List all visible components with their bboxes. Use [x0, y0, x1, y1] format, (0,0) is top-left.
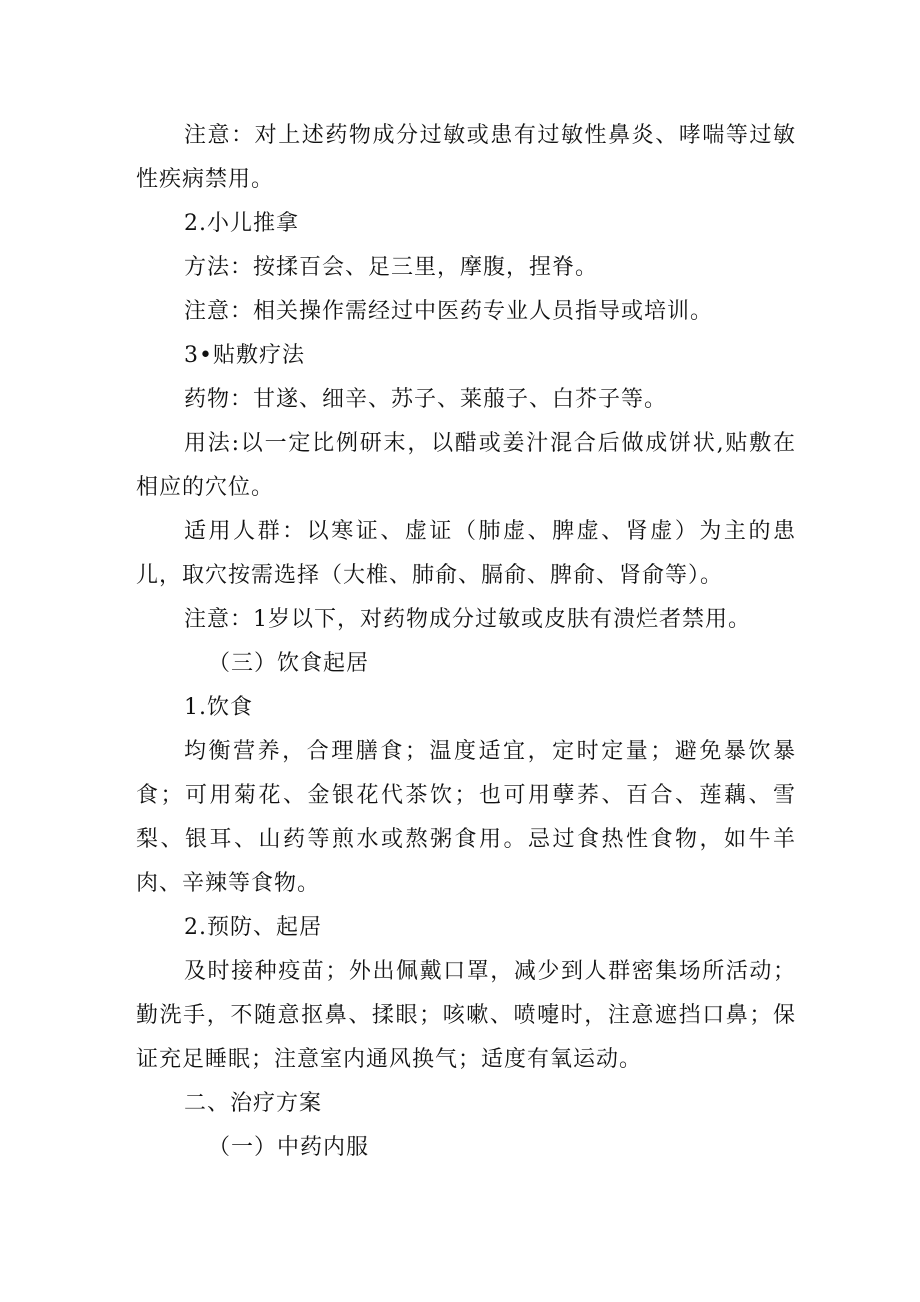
- document-body: [136, 114, 796, 1170]
- heading-treatment-plan: 二、治疗方案: [184, 1091, 323, 1116]
- paragraph-plaster-population: 适用人群：以寒证、虚证（肺虚、脾虚、肾虚）为主的患儿，取穴按需选择（大椎、肺俞、膈俞、脾俞、肾俞等）。: [136, 519, 796, 588]
- paragraph-note-allergy: 注意：对上述药物成分过敏或患有过敏性鼻炎、哮喘等过敏性疾病禁用。: [136, 123, 796, 192]
- paragraph-massage-note: 注意：相关操作需经过中医药专业人员指导或培训。: [184, 299, 714, 324]
- heading-diet: 1.饮食: [184, 695, 253, 720]
- heading-oral-medicine: （一）中药内服: [208, 1135, 370, 1160]
- paragraph-plaster-usage: 用法:以一定比例研末，以醋或姜汁混合后做成饼状,贴敷在相应的穴位。: [136, 431, 796, 500]
- heading-diet-lifestyle: （三）饮食起居: [208, 651, 370, 676]
- heading-plaster-therapy: 3•贴敷疗法: [184, 343, 305, 368]
- paragraph-plaster-note: 注意：1岁以下，对药物成分过敏或皮肤有溃烂者禁用。: [184, 607, 751, 632]
- paragraph-prevention: 及时接种疫苗；外出佩戴口罩，减少到人群密集场所活动；勤洗手，不随意抠鼻、揉眼；咳嗽、喷嚏时，注意遮挡口鼻；保证充足睡眠；注意室内通风换气；适度有氧运动。: [136, 959, 796, 1072]
- heading-pediatric-massage: 2.小儿推拿: [184, 211, 299, 236]
- paragraph-plaster-drugs: 药物：甘遂、细辛、苏子、莱菔子、白芥子等。: [184, 387, 668, 412]
- heading-prevention: 2.预防、起居: [184, 915, 322, 940]
- paragraph-massage-method: 方法：按揉百会、足三里，摩腹，捏脊。: [184, 255, 599, 280]
- paragraph-diet: 均衡营养，合理膳食；温度适宜，定时定量；避免暴饮暴食；可用菊花、金银花代茶饮；也可用孽荞、百合、莲藕、雪梨、银耳、山药等煎水或熬粥食用。忌过食热性食物，如牛羊肉、辛辣等食物。: [136, 739, 796, 896]
